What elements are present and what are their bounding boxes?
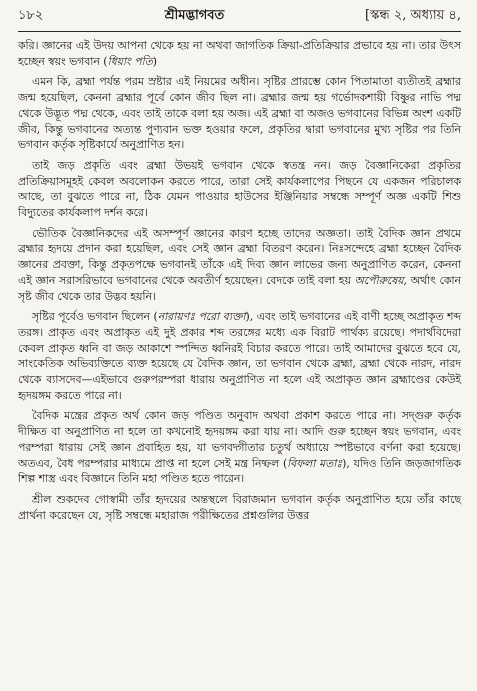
chapter-reference: [স্কন্ধ ২, অধ্যায় ৪, (364, 8, 461, 23)
text-run: ), এবং তাই ভগবানের এই বাণী হচ্ছে অপ্রাকৃত শব্দ তরঙ্গ। প্রাকৃত এবং অপ্রাকৃত এই দুই প্রকার শব্দ তরঙ্গের মধ্যে এক বিরাট পার্থক্য রয়েছে। পদার্থবিদেরা কেবল প্রাকৃত ধ্বনি বা জড় আকাশে স্পন্দিত ধ্বনিরই বিচার করতে পারে। তাই আমাদের বুঝতে হবে যে, সাংকেতিক অভিব্যক্তিতে ব্যক্ত হয়েছে যে বৈদিক জ্ঞান, তা ভগবান থেকে ব্রহ্মা, ব্রহ্মা থেকে নারদ, নারদ থেকে ব্যাসদেব—এইভাবে গুরুপরম্পরা ধারায় অনুপ্রাণিত না হলে এই অপ্রাকৃত জ্ঞান ব্রহ্মাণ্ডের কেউই হৃদয়ঙ্গম করতে পারে না। (18, 310, 461, 402)
text-run: সৃষ্টির পূর্বেও ভগবান ছিলেন ( (32, 310, 158, 324)
text-run: , অর্থাৎ কোন সৃষ্ট জীব থেকে তার উদ্ভব হয়নি। (18, 273, 461, 303)
italic-term: বিফলা মতাঃ (287, 456, 343, 470)
text-run: ), যদিও তিনি জড়জাগতিক শিল্প শাস্ত্র এবং বিজ্ঞানে তিনি মহা পণ্ডিত হতে পারেন। (18, 456, 461, 486)
italic-term: ধিয়াং পতি (107, 54, 153, 68)
paragraph (18, 226, 461, 305)
italic-term: অপৌরুষেয় (354, 273, 404, 287)
paragraph (18, 38, 461, 69)
text-run: করি। জ্ঞানের এই উদয় আপনা থেকে হয় না অথবা জাগতিক ক্রিয়া-প্রতিক্রিয়ার প্রভাবে হয় না। তার উৎস হচ্ছেন স্বয়ং ভগবান ( (18, 39, 461, 68)
text-run: ) (152, 54, 157, 68)
body-text (18, 38, 461, 523)
paragraph (18, 492, 461, 523)
page-header (18, 6, 461, 32)
italic-term: নারায়ণঃ পরো ব্যক্তা (157, 310, 246, 324)
paragraph (18, 158, 461, 221)
paragraph (18, 74, 461, 153)
text-run: এমন কি, ব্রহ্মা পর্যন্ত পরম স্রষ্টার এই নিয়মের অধীন। সৃষ্টির প্রারম্ভে কোন পিতামাতা ব্যতীতই ব্রহ্মার জন্ম হয়েছিল, কেননা ব্রহ্মার পূর্বে কোন জীব ছিল না। ব্রহ্মার জন্ম হয় গর্ভোদকশায়ী বিষ্ণুর নাভি পদ্ম থেকে উদ্ভূত পদ্ম থেকে, এবং তাই তাকে বলা হয় অজ। এই ব্রহ্মা বা অজও ভগবানের বিভিন্ন অংশ একটি জীব, কিন্তু ভগবানের অত্যন্ত পুণ্যবান ভক্ত হওয়ার ফলে, প্রকৃতির দ্বারা ভগবানের মুখ্য সৃষ্টির পর তিনি ভগবান কর্তৃক সৃষ্টিকার্যে অনুপ্রাণিত হন। (18, 75, 461, 152)
text-run: তাই জড় প্রকৃতি এবং ব্রহ্মা উভয়ই ভগবান থেকে স্বতন্ত্র নন। জড় বৈজ্ঞানিকেরা প্রকৃতির প্রতিক্রিয়াসমূহই কেবল অবলোকন করতে পারে, তারা সেই কার্যকলাপের পিছনে যে একজন পরিচালক আছে, তা বুঝতে পারে না, ঠিক যেমন পাওয়ার হাউসের ইঞ্জিনিয়ার সম্বন্ধে সম্পূর্ণ অজ্ঞ একটি শিশু বিদ্যুতের কার্যকলাপ দর্শন করে। (18, 158, 461, 220)
paragraph (18, 408, 461, 487)
book-title: শ্রীমদ্ভাগবত (164, 8, 225, 23)
text-run: শ্রীল শুকদেব গোস্বামী তাঁর হৃদয়ের অন্তস্থলে বিরাজমান ভগবান কর্তৃক অনুপ্রাণিত হয়ে তাঁর কাছে প্রার্থনা করেছেন যে, সৃষ্টি সম্বন্ধে মহারাজ পরীক্ষিতের প্রশ্নগুলির উত্তর (18, 492, 461, 522)
text-run: ভৌতিক বৈজ্ঞানিকদের এই অসম্পূর্ণ জ্ঞানের কারণ হচ্ছে তাদের অজ্ঞতা। তাই বৈদিক জ্ঞান প্রথমে ব্রহ্মার হৃদয়ে প্রদান করা হয়েছিল, এবং সেই জ্ঞান ব্রহ্মা বিতরণ করেন। নিঃসন্দেহে ব্রহ্মা হচ্ছেন বৈদিক জ্ঞানের প্রবক্তা, কিন্তু প্রকৃতপক্ষে ভগবানই তাঁকে এই দিব্য জ্ঞান লাভের জন্য অনুপ্রাণিত করেন, কেননা এই জ্ঞান সরাসরিভাবে ভগবানের থেকে অবতীর্ণ হয়েছেন। বেদকে তাই বলা হয় (18, 226, 461, 287)
page-number: ১৮২ (18, 8, 44, 23)
text-run: বৈদিক মন্ত্রের প্রকৃত অর্থ কোন জড় পণ্ডিত অনুবাদ অথবা প্রকাশ করতে পারে না। সদ্গুরু কর্তৃক দীক্ষিত বা অনুপ্রাণিত না হলে তা কখনোই হৃদয়ঙ্গম করা যায় না। আদি গুরু হচ্ছেন স্বয়ং ভগবান, এবং পরম্পরা ধারায় সেই জ্ঞান প্রবাহিত হয়, যা ভগবদ্গীতার চতুর্থ অধ্যায়ে স্পষ্টভাবে বর্ণনা করা হয়েছে। অতএব, বৈধ পরম্পরার মাধ্যমে প্রাপ্ত না হলে সেই মন্ত্র নিষ্ফল ( (18, 409, 461, 470)
paragraph (18, 309, 461, 403)
